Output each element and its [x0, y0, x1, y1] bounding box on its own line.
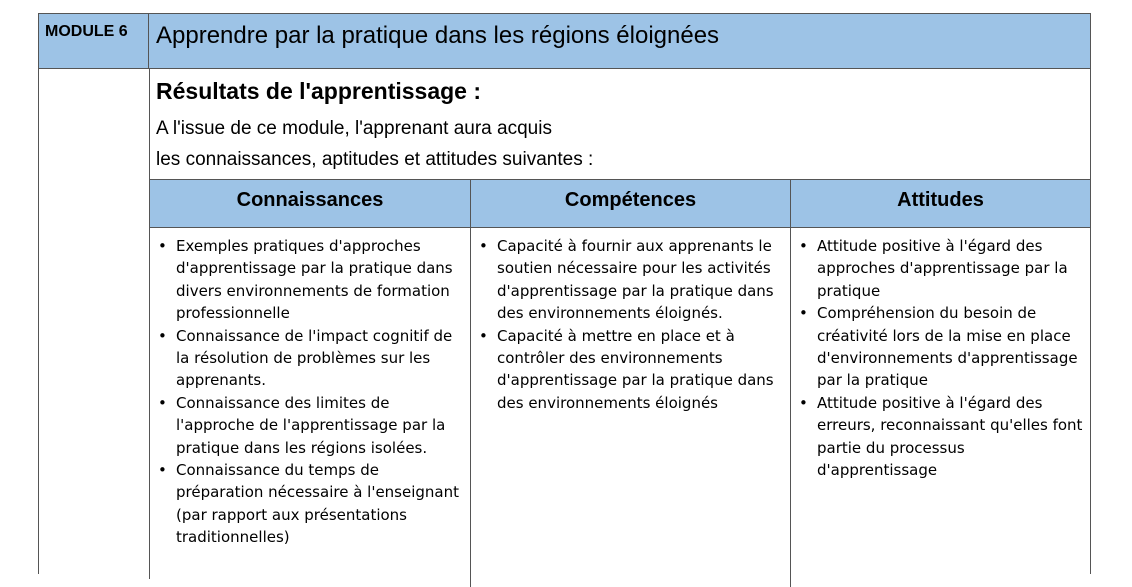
list-item-text: Capacité à fournir aux apprenants le soutien nécessaire pour les activités d'apprentissage par la pratique dans des environnements éloignés.: [497, 237, 774, 323]
outcomes-intro-line-2: les connaissances, aptitudes et attitudes suivantes :: [156, 149, 594, 170]
list-item: [156, 325, 461, 392]
module-table: [38, 13, 1091, 574]
list-item-text: Capacité à mettre en place et à contrôler des environnements d'apprentissage par la pratique dans des environnements éloignés: [497, 326, 774, 412]
bullet-icon: •: [799, 393, 808, 412]
bullet-icon: •: [799, 304, 808, 323]
column-divider: [470, 227, 471, 587]
list-item-text: Exemples pratiques d'approches d'apprentissage par la pratique dans divers environnements de formation professionnelle: [176, 237, 453, 323]
list-item: [477, 235, 782, 325]
list-item-text: Compréhension du besoin de créativité lors de la mise en place d'environnements d'apprentissage par la pratique: [817, 304, 1078, 390]
left-column: [39, 69, 150, 579]
knowledge-list: [156, 235, 461, 549]
knowledge-header: Connaissances: [150, 180, 471, 227]
list-item-text: Connaissance du temps de préparation nécessaire à l'enseignant (par rapport aux présentations traditionnelles): [176, 461, 460, 547]
list-item: [156, 235, 461, 325]
list-item: [156, 459, 461, 549]
bullet-icon: •: [158, 237, 167, 255]
list-item: [797, 392, 1087, 482]
column-divider: [790, 227, 791, 587]
outcomes-intro-line-1: A l'issue de ce module, l'apprenant aura acquis: [156, 118, 552, 139]
bullet-icon: •: [479, 326, 488, 345]
bullet-icon: •: [479, 237, 488, 255]
attitudes-header: Attitudes: [897, 189, 984, 211]
outcomes-title: Résultats de l'apprentissage :: [156, 78, 482, 104]
list-item: [477, 325, 782, 415]
knowledge-cell: [156, 235, 461, 549]
skills-cell: [477, 235, 782, 414]
list-item: [156, 392, 461, 459]
module-header-row: [39, 14, 1090, 69]
attitudes-cell: [797, 235, 1087, 481]
list-item-text: Connaissance des limites de l'approche de l'apprentissage par la pratique dans les régions isolées.: [176, 393, 446, 457]
list-item: [797, 302, 1087, 392]
bullet-icon: •: [799, 237, 808, 255]
list-item: [797, 235, 1087, 302]
attitudes-list: [797, 235, 1087, 481]
list-item-text: Attitude positive à l'égard des approches d'apprentissage par la pratique: [817, 237, 1068, 300]
list-item-text: Attitude positive à l'égard des erreurs, reconnaissant qu'elles font partie du processus d'apprentissage: [817, 393, 1083, 480]
module-title: Apprendre par la pratique dans les régions éloignées: [156, 22, 720, 49]
skills-header: Compétences: [471, 180, 791, 227]
module-label: MODULE 6: [39, 14, 149, 68]
list-item-text: Connaissance de l'impact cognitif de la résolution de problèmes sur les apprenants.: [176, 326, 453, 390]
bullet-icon: •: [158, 393, 167, 412]
bullet-icon: •: [158, 461, 167, 480]
columns-header-row: [150, 179, 1090, 228]
skills-list: [477, 235, 782, 414]
bullet-icon: •: [158, 326, 167, 345]
